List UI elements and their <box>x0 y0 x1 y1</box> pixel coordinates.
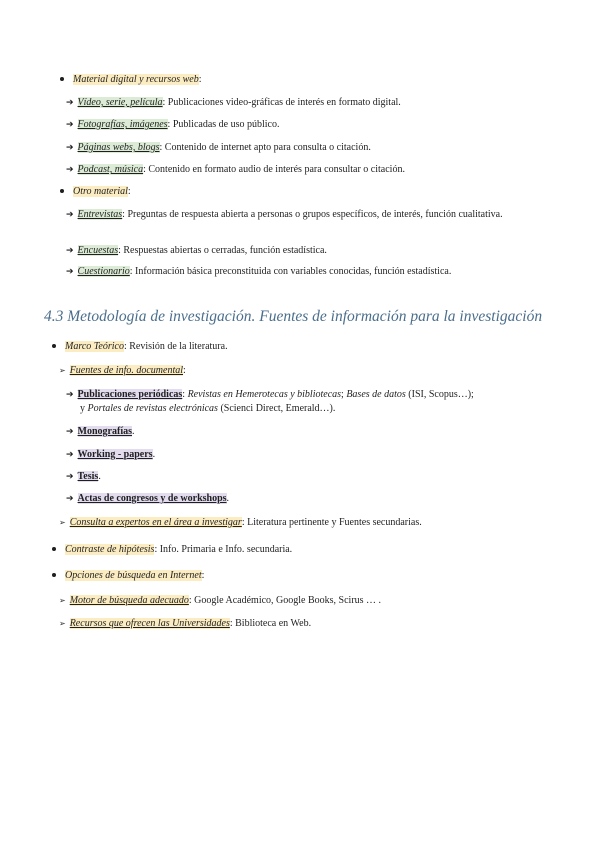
list-item-encuestas <box>66 244 327 258</box>
portales-examples: (Scienci Direct, Emerald…). <box>217 403 336 414</box>
arrow-right-icon: ➔ <box>66 450 74 460</box>
video-text: : Publicaciones video-gráficas de interés en formato digital. <box>162 97 401 108</box>
arrow-right-icon: ➔ <box>66 472 74 482</box>
consulta-text: : Literatura pertinente y Fuentes secundarias. <box>241 517 422 528</box>
tesis-label: Tesis <box>77 471 99 482</box>
portales-text: Portales de revistas electrónicas <box>87 403 218 414</box>
arrow-right-icon: ➔ <box>66 165 74 175</box>
arrow-right-icon: ➔ <box>66 143 74 153</box>
paginas-label: Páginas webs, blogs <box>77 142 160 153</box>
arrow-right-icon: ➔ <box>66 390 74 400</box>
list-item-podcast <box>66 163 405 177</box>
revistas-text: Revistas en Hemerotecas y bibliotecas <box>187 389 342 400</box>
fuentes-doc-label: Fuentes de info. documental <box>69 365 184 376</box>
publicaciones-and: y <box>80 403 88 414</box>
opciones-suffix: : <box>201 570 205 581</box>
material-digital-suffix: : <box>198 74 202 85</box>
arrow-right-icon: ➔ <box>66 267 74 277</box>
encuestas-label: Encuestas <box>77 245 119 256</box>
cuestionario-text: : Información básica preconstituida con variables conocidas, función estadística. <box>129 266 452 277</box>
podcast-label: Podcast, música <box>77 164 144 175</box>
list-item-otro-material <box>60 185 131 198</box>
podcast-text: : Contenido en formato audio de interés para consultar o citación. <box>143 164 405 175</box>
fotografias-label: Fotografías, imágenes <box>77 119 168 130</box>
list-item-consulta-expertos <box>59 516 422 529</box>
list-item-cuestionario <box>66 265 451 279</box>
list-item-publicaciones <box>66 388 474 402</box>
contraste-text: : Info. Primaria e Info. secundaria. <box>154 544 293 555</box>
actas-suffix: . <box>226 493 230 504</box>
bullet-icon <box>52 547 56 551</box>
list-item-tesis <box>66 470 101 484</box>
publicaciones-sep: : <box>182 389 188 400</box>
arrow-right-icon: ➔ <box>66 210 74 220</box>
motor-label: Motor de búsqueda adecuado <box>69 595 189 606</box>
list-item-entrevistas <box>66 208 526 222</box>
monografias-suffix: . <box>132 426 135 437</box>
entrevistas-text: : Preguntas de respuesta abierta a personas o grupos específicos, de interés, función cualitativa. <box>122 209 503 220</box>
recursos-text: : Biblioteca en Web. <box>229 618 312 629</box>
cuestionario-label: Cuestionario <box>77 266 130 277</box>
tesis-suffix: . <box>98 471 101 482</box>
video-label: Vídeo, serie, película <box>77 97 163 108</box>
triangle-arrow-icon: ➢ <box>59 518 66 527</box>
bases-datos-examples: (ISI, Scopus…); <box>405 389 474 400</box>
list-item-fotografias <box>66 118 279 132</box>
arrow-right-icon: ➔ <box>66 120 74 130</box>
paginas-text: : Contenido de internet apto para consulta o citación. <box>159 142 371 153</box>
actas-label: Actas de congresos y de workshops <box>77 493 227 504</box>
list-item-motor-busqueda <box>59 594 381 607</box>
list-item-contraste <box>52 543 292 556</box>
triangle-arrow-icon: ➢ <box>59 619 66 628</box>
encuestas-text: : Respuestas abiertas o cerradas, función estadística. <box>118 245 327 256</box>
working-suffix: . <box>152 449 156 460</box>
bullet-icon <box>52 344 56 348</box>
marco-label: Marco Teórico <box>65 341 124 352</box>
arrow-right-icon: ➔ <box>66 494 74 504</box>
section-heading: 4.3 Metodología de investigación. Fuentes de información para la investigación <box>44 308 543 325</box>
list-item-actas <box>66 492 229 506</box>
list-item-paginas <box>66 141 371 155</box>
bullet-icon <box>60 189 64 193</box>
list-item-publicaciones-cont <box>80 402 335 415</box>
material-digital-label: Material digital y recursos web <box>73 74 199 85</box>
triangle-arrow-icon: ➢ <box>59 596 66 605</box>
marco-text: : Revisión de la literatura. <box>123 341 228 352</box>
otro-material-label: Otro material <box>73 186 128 197</box>
bullet-icon <box>60 77 64 81</box>
list-item-fuentes-documental <box>59 364 186 377</box>
arrow-right-icon: ➔ <box>66 427 74 437</box>
list-item-video <box>66 96 401 110</box>
fotografias-text: : Publicadas de uso público. <box>167 119 280 130</box>
contraste-label: Contraste de hipótesis <box>65 544 155 555</box>
list-item-working-papers <box>66 448 155 462</box>
consulta-label: Consulta a expertos en el área a investigar <box>69 517 242 528</box>
list-item-recursos-universidades <box>59 617 311 630</box>
arrow-right-icon: ➔ <box>66 98 74 108</box>
list-item-monografias <box>66 425 135 439</box>
bases-datos-text: Bases de datos <box>346 389 406 400</box>
triangle-arrow-icon: ➢ <box>59 366 66 375</box>
working-label: Working - papers <box>77 449 153 460</box>
arrow-right-icon: ➔ <box>66 246 74 256</box>
bullet-icon <box>52 573 56 577</box>
otro-material-suffix: : <box>127 186 131 197</box>
recursos-label: Recursos que ofrecen las Universidades <box>69 618 230 629</box>
fuentes-doc-suffix: : <box>183 365 186 376</box>
monografias-label: Monografías <box>77 426 132 437</box>
list-item-marco-teorico <box>52 340 228 353</box>
entrevistas-label: Entrevistas <box>77 209 123 220</box>
list-item-material-digital <box>60 73 202 86</box>
opciones-label: Opciones de búsqueda en Internet <box>65 570 202 581</box>
motor-text: : Google Académico, Google Books, Scirus … . <box>188 595 382 606</box>
list-item-opciones-busqueda <box>52 569 204 582</box>
publicaciones-sep2: ; <box>341 389 347 400</box>
publicaciones-label: Publicaciones periódicas <box>77 389 183 400</box>
